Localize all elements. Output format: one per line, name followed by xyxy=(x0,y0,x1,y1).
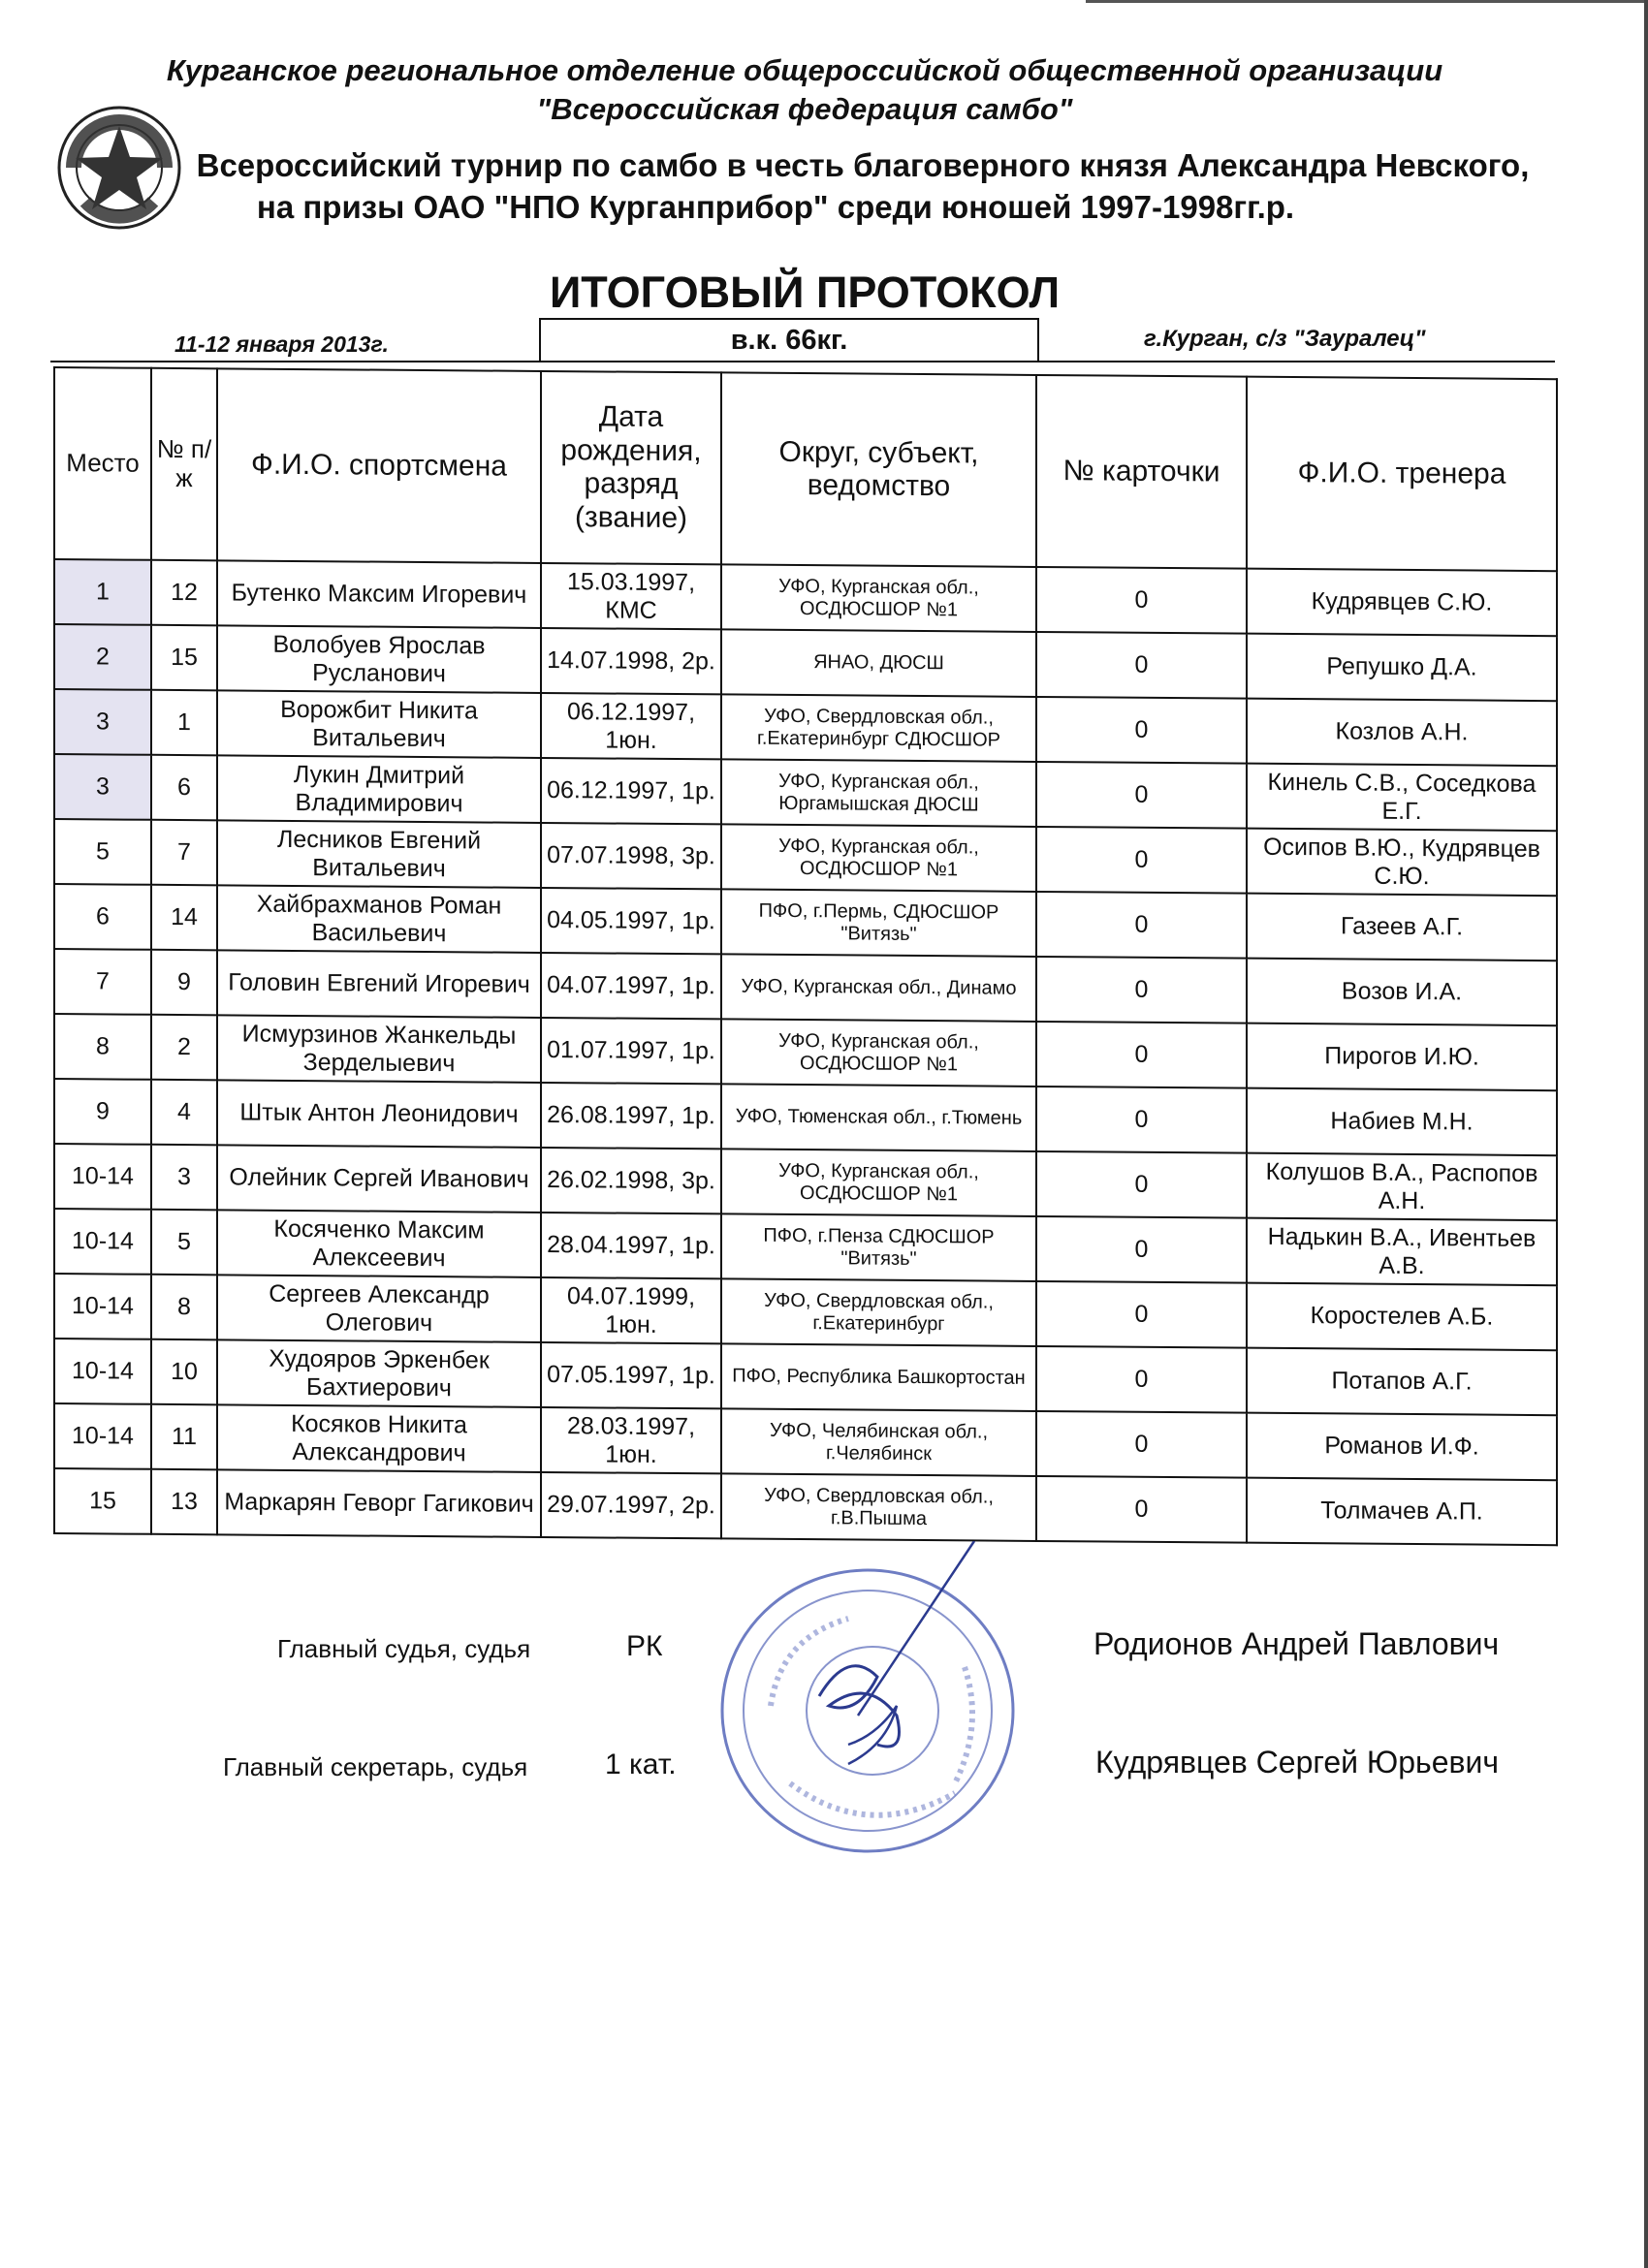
column-header-place: Место xyxy=(54,367,151,560)
table-row xyxy=(54,559,1557,636)
card-number-cell: 0 xyxy=(1036,892,1247,959)
athlete-name-cell: Хайбрахманов Роман Васильевич xyxy=(217,885,541,953)
athlete-name-cell: Олейник Сергей Иванович xyxy=(217,1145,541,1213)
place-cell: 10-14 xyxy=(54,1144,151,1210)
place-cell: 6 xyxy=(54,884,151,950)
coach-cell: Осипов В.Ю., Кудрявцев С.Ю. xyxy=(1247,829,1557,897)
number-cell: 3 xyxy=(151,1145,217,1211)
birth-rank-cell: 14.07.1998, 2р. xyxy=(541,628,721,694)
coach-cell: Колушов В.А., Распопов А.Н. xyxy=(1247,1153,1557,1221)
table-header-row xyxy=(54,367,1557,571)
official-stamp xyxy=(713,1541,1023,1861)
birth-rank-cell: 26.08.1997, 1р. xyxy=(541,1083,721,1149)
number-cell: 4 xyxy=(151,1080,217,1146)
table-row xyxy=(54,1468,1557,1545)
number-cell: 10 xyxy=(151,1339,217,1405)
card-number-cell: 0 xyxy=(1036,1411,1247,1478)
column-header-card: № карточки xyxy=(1036,375,1247,569)
number-cell: 12 xyxy=(151,560,217,626)
athlete-name-cell: Волобуев Ярослав Русланович xyxy=(217,625,541,693)
place-cell: 3 xyxy=(54,689,151,755)
tournament-line-1: Всероссийский турнир по самбо в честь благоверного князя Александра Невского, xyxy=(196,147,1530,183)
column-header-birth-rank: Дата рождения, разряд (звание) xyxy=(541,371,721,564)
region-cell: УФО, Курганская обл., ОСДЮСШОР №1 xyxy=(721,824,1036,892)
number-cell: 8 xyxy=(151,1275,217,1340)
card-number-cell: 0 xyxy=(1036,957,1247,1024)
table-row xyxy=(54,689,1557,766)
number-cell: 6 xyxy=(151,755,217,821)
results-table xyxy=(53,366,1558,1546)
organization-line-2: "Всероссийская федерация самбо" xyxy=(536,92,1073,126)
column-header-athlete: Ф.И.О. спортсмена xyxy=(217,368,541,563)
card-number-cell: 0 xyxy=(1036,1151,1247,1218)
card-number-cell: 0 xyxy=(1036,827,1247,894)
birth-rank-cell: 15.03.1997, КМС xyxy=(541,563,721,629)
coach-cell: Набиев М.Н. xyxy=(1247,1088,1557,1156)
region-cell: УФО, Курганская обл., ОСДЮСШОР №1 xyxy=(721,1149,1036,1216)
event-date: 11-12 января 2013г. xyxy=(174,331,389,357)
number-cell: 14 xyxy=(151,885,217,951)
region-cell: УФО, Свердловская обл., г.В.Пышма xyxy=(721,1473,1036,1541)
column-header-coach: Ф.И.О. тренера xyxy=(1247,377,1557,572)
birth-rank-cell: 01.07.1997, 1р. xyxy=(541,1018,721,1084)
card-number-cell: 0 xyxy=(1036,1216,1247,1283)
card-number-cell: 0 xyxy=(1036,1022,1247,1088)
athlete-name-cell: Штык Антон Леонидович xyxy=(217,1080,541,1148)
place-cell: 10-14 xyxy=(54,1403,151,1469)
region-cell: УФО, Курганская обл., Юргамышская ДЮСШ xyxy=(721,759,1036,827)
athlete-name-cell: Лесников Евгений Витальевич xyxy=(217,820,541,888)
scan-edge-top xyxy=(1086,0,1648,3)
athlete-name-cell: Лукин Дмитрий Владимирович xyxy=(217,755,541,823)
athlete-name-cell: Косяченко Максим Алексеевич xyxy=(217,1210,541,1277)
number-cell: 7 xyxy=(151,820,217,886)
region-cell: УФО, Свердловская обл., г.Екатеринбург xyxy=(721,1278,1036,1346)
coach-cell: Кинель С.В., Соседкова Е.Г. xyxy=(1247,764,1557,832)
region-cell: УФО, Курганская обл., ОСДЮСШОР №1 xyxy=(721,564,1036,632)
birth-rank-cell: 28.03.1997, 1юн. xyxy=(541,1407,721,1473)
coach-cell: Козлов А.Н. xyxy=(1247,699,1557,767)
table-row xyxy=(54,1144,1557,1220)
chief-judge-category: РК xyxy=(626,1630,663,1662)
number-cell: 1 xyxy=(151,690,217,756)
athlete-name-cell: Сергеев Александр Олегович xyxy=(217,1275,541,1342)
table-row xyxy=(54,624,1557,701)
athlete-name-cell: Бутенко Максим Игоревич xyxy=(217,560,541,628)
coach-cell: Потапов А.Г. xyxy=(1247,1348,1557,1416)
card-number-cell: 0 xyxy=(1036,1346,1247,1413)
table-row xyxy=(54,1014,1557,1090)
table-row xyxy=(54,1339,1557,1415)
column-header-number: № п/ж xyxy=(151,368,217,561)
birth-rank-cell: 04.07.1997, 1р. xyxy=(541,953,721,1019)
athlete-name-cell: Ворожбит Никита Витальевич xyxy=(217,690,541,758)
athlete-name-cell: Исмурзинов Жанкельды Зерделыевич xyxy=(217,1015,541,1083)
number-cell: 11 xyxy=(151,1404,217,1470)
chief-judge-label: Главный судья, судья xyxy=(277,1634,531,1663)
number-cell: 2 xyxy=(151,1015,217,1081)
weight-class: в.к. 66кг. xyxy=(539,318,1039,361)
coach-cell: Романов И.Ф. xyxy=(1247,1413,1557,1481)
coach-cell: Коростелев А.Б. xyxy=(1247,1283,1557,1351)
birth-rank-cell: 29.07.1997, 2р. xyxy=(541,1472,721,1538)
table-row xyxy=(54,884,1557,961)
card-number-cell: 0 xyxy=(1036,1281,1247,1348)
athlete-name-cell: Головин Евгений Игоревич xyxy=(217,950,541,1018)
card-number-cell: 0 xyxy=(1036,567,1247,634)
event-location: г.Курган, с/з "Зауралец" xyxy=(1144,326,1426,352)
card-number-cell: 0 xyxy=(1036,1087,1247,1153)
number-cell: 9 xyxy=(151,950,217,1016)
region-cell: УФО, Тюменская обл., г.Тюмень xyxy=(721,1084,1036,1151)
place-cell: 15 xyxy=(54,1468,151,1534)
birth-rank-cell: 07.05.1997, 1р. xyxy=(541,1342,721,1408)
coach-cell: Возов И.А. xyxy=(1247,959,1557,1026)
region-cell: ПФО, г.Пенза СДЮСШОР "Витязь" xyxy=(721,1213,1036,1281)
birth-rank-cell: 04.07.1999, 1юн. xyxy=(541,1277,721,1343)
coach-cell: Толмачев А.П. xyxy=(1247,1478,1557,1546)
chief-secretary-label: Главный секретарь, судья xyxy=(223,1752,528,1781)
birth-rank-cell: 26.02.1998, 3р. xyxy=(541,1148,721,1213)
coach-cell: Кудрявцев С.Ю. xyxy=(1247,569,1557,637)
athlete-name-cell: Маркарян Геворг Гагикович xyxy=(217,1469,541,1537)
birth-rank-cell: 06.12.1997, 1юн. xyxy=(541,693,721,759)
chief-secretary-name: Кудрявцев Сергей Юрьевич xyxy=(1095,1745,1500,1780)
athlete-name-cell: Косяков Никита Александрович xyxy=(217,1404,541,1472)
card-number-cell: 0 xyxy=(1036,632,1247,699)
chief-secretary-category: 1 кат. xyxy=(605,1748,677,1780)
birth-rank-cell: 07.07.1998, 3р. xyxy=(541,823,721,889)
athlete-name-cell: Худояров Эркенбек Бахтиерович xyxy=(217,1339,541,1407)
region-cell: УФО, Курганская обл., Динамо xyxy=(721,954,1036,1022)
coach-cell: Надькин В.А., Ивентьев А.В. xyxy=(1247,1218,1557,1286)
region-cell: ЯНАО, ДЮСШ xyxy=(721,629,1036,697)
place-cell: 10-14 xyxy=(54,1339,151,1404)
birth-rank-cell: 04.05.1997, 1р. xyxy=(541,888,721,954)
card-number-cell: 0 xyxy=(1036,1476,1247,1543)
organization-line-1: Курганское региональное отделение общероссийской общественной организации xyxy=(166,53,1443,87)
scan-edge-right xyxy=(1644,0,1648,2268)
column-header-region: Округ, субъект, ведомство xyxy=(721,372,1036,567)
table-row xyxy=(54,949,1557,1025)
region-cell: ПФО, г.Пермь, СДЮСШОР "Витязь" xyxy=(721,889,1036,957)
place-cell: 5 xyxy=(54,819,151,885)
birth-rank-cell: 06.12.1997, 1р. xyxy=(541,758,721,824)
table-row xyxy=(54,1079,1557,1155)
coach-cell: Газеев А.Г. xyxy=(1247,894,1557,961)
number-cell: 5 xyxy=(151,1210,217,1276)
table-row xyxy=(54,1403,1557,1480)
place-cell: 9 xyxy=(54,1079,151,1145)
number-cell: 15 xyxy=(151,625,217,691)
coach-cell: Пирогов И.Ю. xyxy=(1247,1024,1557,1091)
region-cell: УФО, Челябинская обл., г.Челябинск xyxy=(721,1408,1036,1476)
birth-rank-cell: 28.04.1997, 1р. xyxy=(541,1213,721,1278)
table-row xyxy=(54,754,1557,831)
header-divider xyxy=(50,361,1555,362)
chief-judge-name: Родионов Андрей Павлович xyxy=(1093,1626,1500,1661)
table-row xyxy=(54,819,1557,896)
card-number-cell: 0 xyxy=(1036,762,1247,829)
number-cell: 13 xyxy=(151,1469,217,1535)
region-cell: УФО, Курганская обл., ОСДЮСШОР №1 xyxy=(721,1019,1036,1087)
place-cell: 2 xyxy=(54,624,151,690)
region-cell: ПФО, Республика Башкортостан xyxy=(721,1343,1036,1411)
card-number-cell: 0 xyxy=(1036,697,1247,764)
place-cell: 10-14 xyxy=(54,1274,151,1339)
region-cell: УФО, Свердловская обл., г.Екатеринбург СДЮСШОР xyxy=(721,694,1036,762)
document-title: ИТОГОВЫЙ ПРОТОКОЛ xyxy=(549,268,1061,317)
tournament-line-2: на призы ОАО "НПО Курганприбор" среди юношей 1997-1998гг.р. xyxy=(256,189,1295,225)
place-cell: 3 xyxy=(54,754,151,820)
place-cell: 8 xyxy=(54,1014,151,1080)
place-cell: 1 xyxy=(54,559,151,625)
coach-cell: Репушко Д.А. xyxy=(1247,634,1557,702)
place-cell: 7 xyxy=(54,949,151,1015)
place-cell: 10-14 xyxy=(54,1209,151,1275)
table-row xyxy=(54,1274,1557,1350)
table-row xyxy=(54,1209,1557,1285)
